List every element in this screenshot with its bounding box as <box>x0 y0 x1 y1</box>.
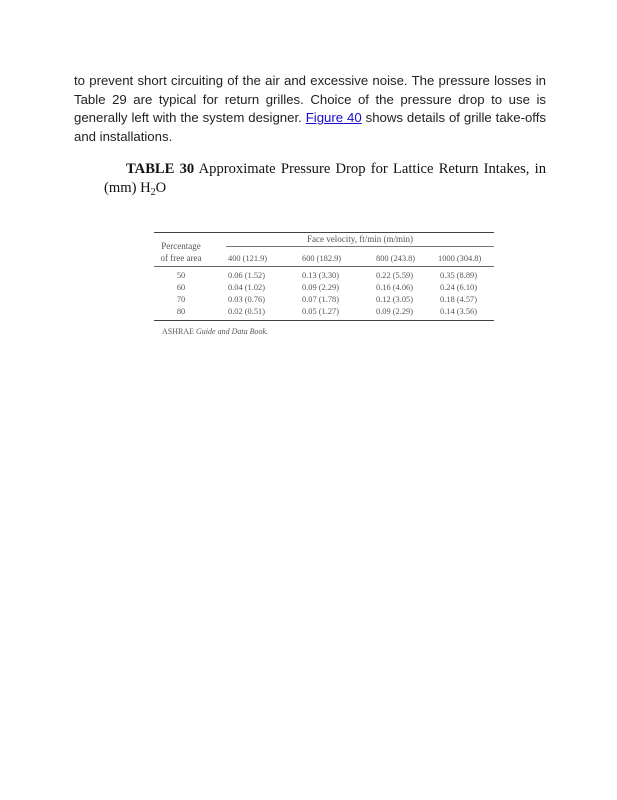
stub-header-line1: Percentage <box>161 241 201 251</box>
free-area-cell: 60 <box>176 283 186 292</box>
table-cell: 0.35 (8.89) <box>440 271 477 280</box>
column-header: 600 (182.9) <box>302 254 342 263</box>
table-cell: 0.07 (1.78) <box>302 295 339 304</box>
free-area-cell: 70 <box>176 295 186 304</box>
source-title: Guide and Data Book. <box>196 327 269 336</box>
table-bottom-rule <box>154 320 494 321</box>
spanner-rule <box>226 246 494 247</box>
table-cell: 0.14 (3.56) <box>440 307 477 316</box>
table-cell: 0.05 (1.27) <box>302 307 339 316</box>
stub-header <box>154 240 208 264</box>
header-rule <box>154 266 494 267</box>
table-cell: 0.22 (5.59) <box>376 271 413 280</box>
face-velocity-header: Face velocity, ft/min (m/min) <box>307 234 413 244</box>
table-source-note <box>162 327 268 336</box>
column-header: 800 (243.8) <box>376 254 416 263</box>
table-cell: 0.09 (2.29) <box>302 283 339 292</box>
table-cell: 0.16 (4.06) <box>376 283 413 292</box>
table-cell: 0.24 (6.10) <box>440 283 477 292</box>
table-title-end: O <box>155 180 167 196</box>
table-number: TABLE 30 <box>126 161 195 177</box>
table-top-rule <box>154 232 494 233</box>
table-cell: 0.13 (3.30) <box>302 271 339 280</box>
free-area-cell: 50 <box>176 271 186 280</box>
column-header: 400 (121.9) <box>228 254 268 263</box>
free-area-cell: 80 <box>176 307 186 316</box>
column-header: 1000 (304.8) <box>438 254 482 263</box>
table-caption <box>104 160 546 198</box>
table-cell: 0.04 (1.02) <box>228 283 265 292</box>
stub-header-line2: of free area <box>160 253 202 263</box>
table-cell: 0.03 (0.76) <box>228 295 265 304</box>
table-cell: 0.12 (3.05) <box>376 295 413 304</box>
table-title: Approximate Pressure Drop for Lattice Return Intakes, in (mm) H <box>104 161 546 196</box>
figure-40-link[interactable]: Figure 40 <box>305 110 362 126</box>
table-cell: 0.06 (1.52) <box>228 271 265 280</box>
table-cell: 0.09 (2.29) <box>376 307 413 316</box>
paragraph-text-end: shows details of grille take-offs and installations. <box>74 110 546 144</box>
source-org: ASHRAE <box>162 327 197 336</box>
table-cell: 0.02 (0.51) <box>228 307 265 316</box>
subscript-two: 2 <box>150 187 156 198</box>
paragraph-text-start: to prevent short circuiting of the air and excessive noise. The pressure losses in Table 29 are typical for return grilles. Choice of the pressure drop to use is generally left with the system designer. <box>74 73 546 126</box>
table-cell: 0.18 (4.57) <box>440 295 477 304</box>
body-paragraph <box>74 72 546 146</box>
